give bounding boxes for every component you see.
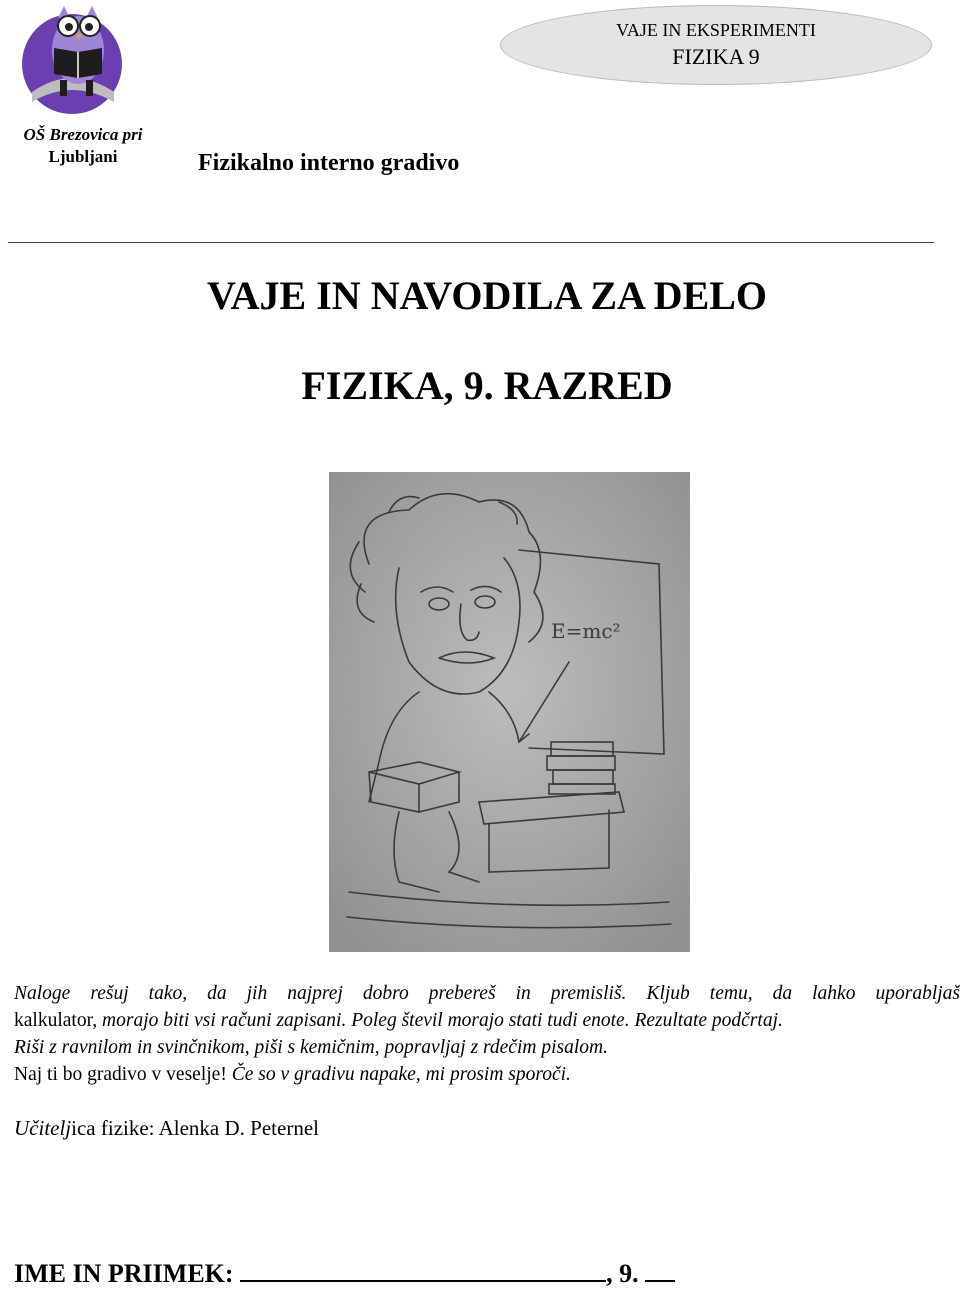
school-logo-owl-icon	[14, 4, 132, 114]
instructions-line4-rest: Če so v gradivu napake, mi prosim sporoči.	[231, 1064, 571, 1085]
school-name-line1: OŠ Brezovica pri	[23, 125, 143, 144]
header-tagline: Fizikalno interno gradivo	[198, 150, 460, 176]
name-blank-input[interactable]	[240, 1258, 606, 1282]
teacher-label-italic: Učitelj	[14, 1116, 72, 1140]
instructions-block	[14, 980, 960, 1088]
document-subtitle: FIZIKA, 9. RAZRED	[301, 363, 673, 408]
instructions-line4-upright: Naj ti bo gradivo v veselje!	[14, 1064, 232, 1085]
class-blank-input[interactable]	[645, 1258, 675, 1282]
einstein-sketch-image	[329, 472, 690, 952]
instructions-line2-upright: kalkulator,	[14, 1010, 103, 1031]
badge-line2: FIZIKA 9	[672, 44, 760, 69]
instructions-line2	[14, 1007, 960, 1034]
instructions-line1: Naloge rešuj tako, da jih najprej dobro prebereš in premisliš. Kljub temu, da lahko uporabljaš	[14, 983, 960, 1004]
header-divider	[8, 242, 934, 243]
instructions-line4	[14, 1061, 960, 1088]
student-name-field	[14, 1258, 675, 1289]
school-name-line2: Ljubljani	[48, 147, 118, 166]
board-formula: E=mc²	[551, 619, 621, 643]
class-label: , 9.	[606, 1259, 646, 1288]
school-name	[8, 124, 158, 168]
badge-line1: VAJE IN EKSPERIMENTI	[616, 20, 816, 40]
instructions-line2-rest: morajo biti vsi računi zapisani. Poleg števil morajo stati tudi enote. Rezultate podčrtaj.	[102, 1010, 783, 1031]
name-label: IME IN PRIIMEK:	[14, 1259, 241, 1288]
teacher-credit	[14, 1116, 319, 1141]
document-title: VAJE IN NAVODILA ZA DELO	[206, 273, 768, 318]
teacher-label-rest: ica fizike: Alenka D. Peternel	[71, 1116, 319, 1140]
instructions-line3: Riši z ravnilom in svinčnikom, piši s kemičnim, popravljaj z rdečim pisalom.	[14, 1037, 608, 1058]
